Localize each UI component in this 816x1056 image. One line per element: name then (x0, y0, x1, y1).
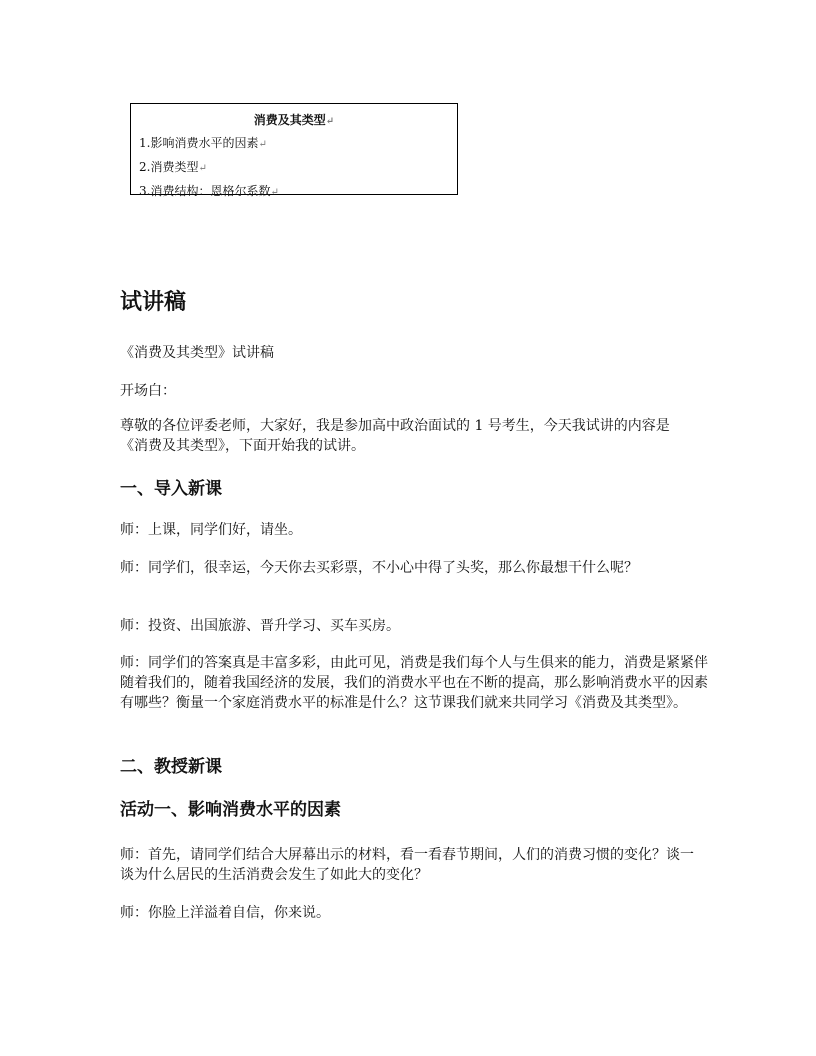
opening-label: 开场白： (120, 383, 176, 399)
activity-heading-1: 活动一、影响消费水平的因素 (120, 800, 341, 820)
section-heading-intro: 一、导入新课 (120, 479, 222, 499)
return-mark-icon: ↵ (325, 116, 335, 127)
return-mark-icon: ↵ (198, 163, 207, 174)
return-mark-icon: ↵ (258, 139, 267, 150)
document-subtitle: 《消费及其类型》试讲稿 (120, 345, 274, 361)
intro-paragraph-4: 师：同学们的答案真是丰富多彩，由此可见，消费是我们每个人与生俱来的能力，消费是紧紧伴随着我们的，随着我国经济的发展，我们的消费水平也在不断的提高，那么影响消费水平的因素有哪些？衡量一个家庭消费水平的标准是什么？这节课我们就来共同学习《消费及其类型》。 (120, 655, 708, 711)
outline-item-2: 2.消费类型↵ (139, 160, 207, 174)
activity1-paragraph-1: 师：首先，请同学们结合大屏幕出示的材料，看一看春节期间，人们的消费习惯的变化？谈一谈为什么居民的生活消费会发生了如此大的变化？ (120, 847, 694, 883)
section-heading-teaching: 二、教授新课 (120, 757, 222, 777)
outline-item-1: 1.影响消费水平的因素↵ (139, 136, 267, 150)
lesson-outline-box (130, 103, 458, 198)
document-title: 试讲稿 (120, 290, 187, 315)
return-mark-icon: ↵ (270, 187, 279, 198)
intro-paragraph-3: 师：投资、出国旅游、晋升学习、买车买房。 (120, 618, 400, 634)
outline-item-3: 3.消费结构：恩格尔系数↵ (139, 184, 279, 198)
intro-paragraph-2: 师：同学们，很幸运，今天你去买彩票，不小心中得了头奖，那么你最想干什么呢？ (120, 560, 638, 576)
outline-title: 消费及其类型↵ (253, 113, 335, 127)
intro-paragraph-1: 师：上课，同学们好，请坐。 (120, 522, 302, 538)
activity1-paragraph-2: 师：你脸上洋溢着自信，你来说。 (120, 905, 330, 921)
opening-paragraph: 尊敬的各位评委老师，大家好，我是参加高中政治面试的 1 号考生，今天我试讲的内容是《消费及其类型》，下面开始我的试讲。 (120, 418, 670, 454)
